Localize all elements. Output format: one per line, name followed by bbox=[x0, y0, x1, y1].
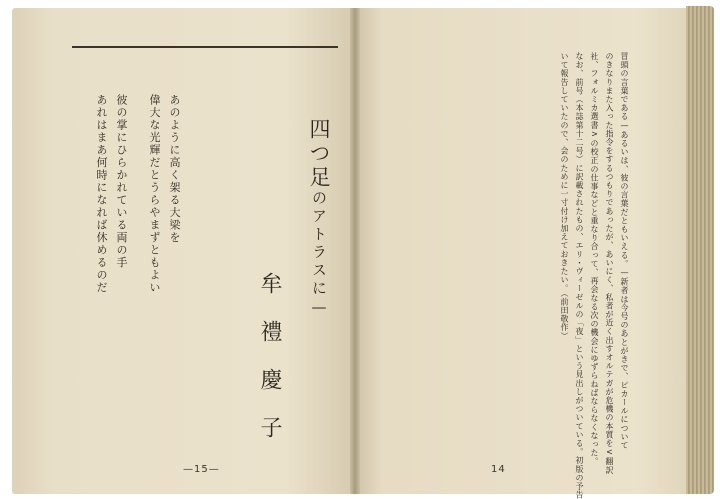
poem-line-2: 偉大な光輝だとうらやまずともよい bbox=[148, 94, 161, 294]
poem-title-rest: のアトラスに— bbox=[310, 190, 328, 319]
poem-line-4: あれはまあ何時になれば休めるのだ bbox=[95, 94, 108, 294]
prose-line-5: いて報告していたので、会のために一寸付け加えておきたい。（前田敬作） bbox=[560, 52, 569, 341]
prose-line-3: 社、フォルミカ選書>の校正の仕事などと重なり合って、再会なる次の機会にゆずらねばならなくなった。 bbox=[590, 52, 599, 466]
poem-line-1: あのように高く架る大梁を bbox=[168, 94, 181, 244]
poem-line-3: 彼の掌にひらかれている両の手 bbox=[115, 94, 128, 269]
book-gutter bbox=[350, 8, 360, 494]
author-name: 牟禮慶子 bbox=[257, 272, 282, 464]
prose-line-1: 冒頭の言葉である—あるいは、彼の言葉だともいえる。—新者は今号のあとがきで、ピカールについて bbox=[620, 52, 629, 450]
left-page bbox=[12, 8, 354, 494]
right-page bbox=[356, 8, 686, 494]
left-page-number: —15— bbox=[183, 464, 220, 475]
prose-line-4: なお、前号（本誌第十二号）に訳載されたもの、エリ・ヴィーゼルの「夜」という見出しがついている。初版の予告 bbox=[575, 52, 584, 499]
poem-title bbox=[304, 118, 334, 319]
right-page-number: 14 bbox=[491, 464, 506, 475]
header-rule bbox=[72, 46, 338, 48]
poem-title-main: 四つ足 bbox=[307, 118, 331, 190]
prose-line-2: のきなりまた入った指令をするつもりであったが、あいにく、私者が近く出すオルテガが危機の本質を<翻訳 bbox=[605, 52, 614, 475]
page-edges bbox=[686, 6, 714, 494]
